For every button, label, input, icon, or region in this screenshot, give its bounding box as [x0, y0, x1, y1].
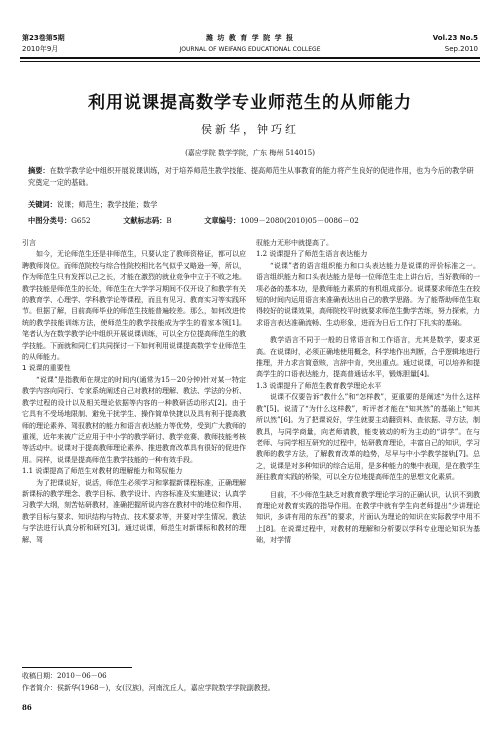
abstract-text: 在数学教学论中组织开展说课训练，对于培养师范生教学技能、提高师范生从事教育的能力将产生良好的促进作用，也为今后的教学研究奠定一定的基础。 [28, 166, 474, 187]
header-journal-en: JOURNAL OF WEIFANG EDUCATIONAL COLLEGE [179, 46, 321, 53]
classification-line [28, 215, 474, 227]
clc-label: 中图分类号： [28, 216, 72, 225]
article-authors: 侯新华，钟巧红 [201, 123, 299, 136]
header-journal-cn: 潍 坊 教 育 学 院 学 报 [205, 34, 295, 42]
body-paragraph: 为了把课说好，说活，师范生必须学习和掌握新课程标准，正确理解新课标的教学理念、教学目标、教学设计、内容标准及实施建议；认真学习教学大纲，刻苦钻研教材，准确把握所说内容在教材中的地位和作用、教学目标与要求、知识结构与特点、技术要求等，并要对学生情况、教法与学法进行认真分析和研究[3]。通过说课，师范生对新课标和教材的理解、驾 [22, 478, 246, 544]
body-left-column [22, 238, 246, 546]
section-heading: 引言 [22, 239, 36, 247]
body-paragraph: “说课”是指教师在规定的时间内(通常为15－20分钟)针对某一特定教学内容向同行、专家系统阐述自己对教材的理解、教法、学法的分析、教学过程的设计以及相关理论依据等内容的一种教研活动形式[2]。由于它具有不受场地限制、避免干扰学生、操作简单快捷以及具有利于提高教师的理论素养、驾驭教材的能力和语言表达能力等优势，受到广大教师的重视，近年来被广泛应用于中小学的教学研讨、教学竞赛、教师技能考核等活动中。说课对于提高教师理论素养、推进教育改革具有很好的促进作用。同样，说课是提高师范生教学技能的一种有效手段。 [22, 375, 246, 464]
body-paragraph: 教学语言不同于一般的日常语言和工作语言，尤其是数学，要求更高。在说课时，必须正确地使用概念，科学地作出判断，合乎逻辑地进行推理，并力求言简意赅，言辞中肯，突出重点。通过说课，可以培养和提高学生的口语表达能力，提高普通话水平，锻炼胆量[4]。 [256, 336, 480, 379]
subsection-heading: 1.1 说课提高了师范生对教材的理解能力和驾驭能力 [22, 467, 183, 476]
doc-code-value: B [166, 216, 172, 225]
article-id-value: 1009－2080(2010)05－0086－02 [240, 216, 359, 225]
footnote-received: 收稿日期：2010－06－06 [22, 672, 107, 680]
body-right-column [256, 238, 480, 547]
body-paragraph: 说课不仅要告诉“教什么”和“怎样教”，更重要的是阐述“为什么这样教”[5]。说清了“为什么这样教”，听评者才能在“知其然”的基础上“知其所以然”[6]。为了把课说好，学生就要主动翻资料、查依据、寻方法，制教具，与同学商量，向老师请教，能变被动的听为主动的“讲学”。在与老师、与同学相互研究的过程中，钻研教育理论，丰富自己的知识，学习教师的教学方法，了解教育改革的趋势，尽早与中小学教学接轨[7]。总之，说课是对多种知识的综合运用，是多种能力的集中表现，是在教学生涯往教育实践的桥梁，可以全方位地提高师范生的思想文化素质。 [256, 393, 480, 482]
body-paragraph: 如今，无论师范生还是非师范生，只要认定了教师资格证，都可以应聘教师岗位。而师范院校与综合性院校相比名气似乎又略逊一筹，所以，作为师范生只有发挥以己之长，才能在激烈的就业竞争中立于不败之地。教学技能是师范生的长处，师范生在大学学习期间不仅开设了和教学有关的教育学、心理学、学科教学论等课程，而且有见习、教育实习等实践环节。但据了解，目前高师毕业的师范生技能普遍较差。那么，如何改进传统的教学技能训练方法，使师范生的教学技能成为学生的看家本领[1]。笔者认为在数学教学论中组织开展说课训练，可以全方位提高师范生的教学技能。下面就和同仁们共同探讨一下如何利用说课提高数学专业师范生的从师能力。 [22, 250, 246, 362]
continued-text: 驭能力无形中就提高了。 [256, 239, 333, 247]
header-volume: Vol.23 No.5 [432, 34, 478, 42]
subsection-heading: 1.3 说课提升了师范生教育教学理论水平 [256, 381, 382, 390]
article-id-label: 文章编号： [204, 216, 241, 225]
keywords [28, 199, 474, 211]
header-rule-thick [20, 57, 480, 59]
header-date-en: Sep.2010 [444, 45, 478, 53]
abstract-label: 摘要： [28, 166, 50, 175]
article-title: 利用说课提高数学专业师范生的从师能力 [88, 93, 412, 113]
doc-code-label: 文献标志码： [123, 216, 167, 225]
body-paragraph: “说课”者的语言组织能力和口头表达能力是说课的评价标准之一。语言组织能力和口头表达能力是每一位师范生走上讲台后，当好教师的一项必备的基本功，是教师能力素质的有机组成部分。说课要求师范生在较短的时间内运用语言来准确表达出自己的教学思路。为了能帮助师范生取得较好的说课效果，高师院校平时就要求师范生勤学苦练，努力探索，力求语言表达准确流畅、生动形象，进而为日后工作打下扎实的基础。 [256, 261, 480, 327]
article-affiliation: (嘉应学院 数学学院，广东 梅州 514015) [185, 149, 315, 157]
header-rule-thin [20, 61, 480, 62]
page-number: 86 [22, 703, 32, 712]
keywords-text: 说课；师范生；教学技能；数学 [56, 200, 158, 209]
body-paragraph: 目前，不少师范生缺乏对教育教学理论学习的正确认识，认识不到教育理论对教育实践的指导作用。在教学中就有学生向老师提出“少讲理论知识，多讲有用的东西”的要求，片面认为理论的知识在实际教学中用不上[8]。在说课过程中，对教材的理解和分析要以学科专业理论知识为基础，对学情 [256, 490, 480, 545]
subsection-heading: 1.2 说课提升了师范生语言表达能力 [256, 250, 368, 259]
header-issue: 第23卷第5期 [22, 34, 65, 42]
section-heading: 1 说课的重要性 [22, 364, 71, 373]
abstract [28, 165, 474, 189]
footnote-rule [22, 667, 132, 668]
keywords-label: 关键词： [28, 200, 57, 209]
header-date: 2010年9月 [22, 45, 59, 53]
clc-value: G652 [71, 216, 91, 225]
footnote-author-bio: 作者简介：侯新华(1968－)，女(汉族)，河南沈丘人，嘉应学院数学学院副教授。 [22, 684, 275, 692]
